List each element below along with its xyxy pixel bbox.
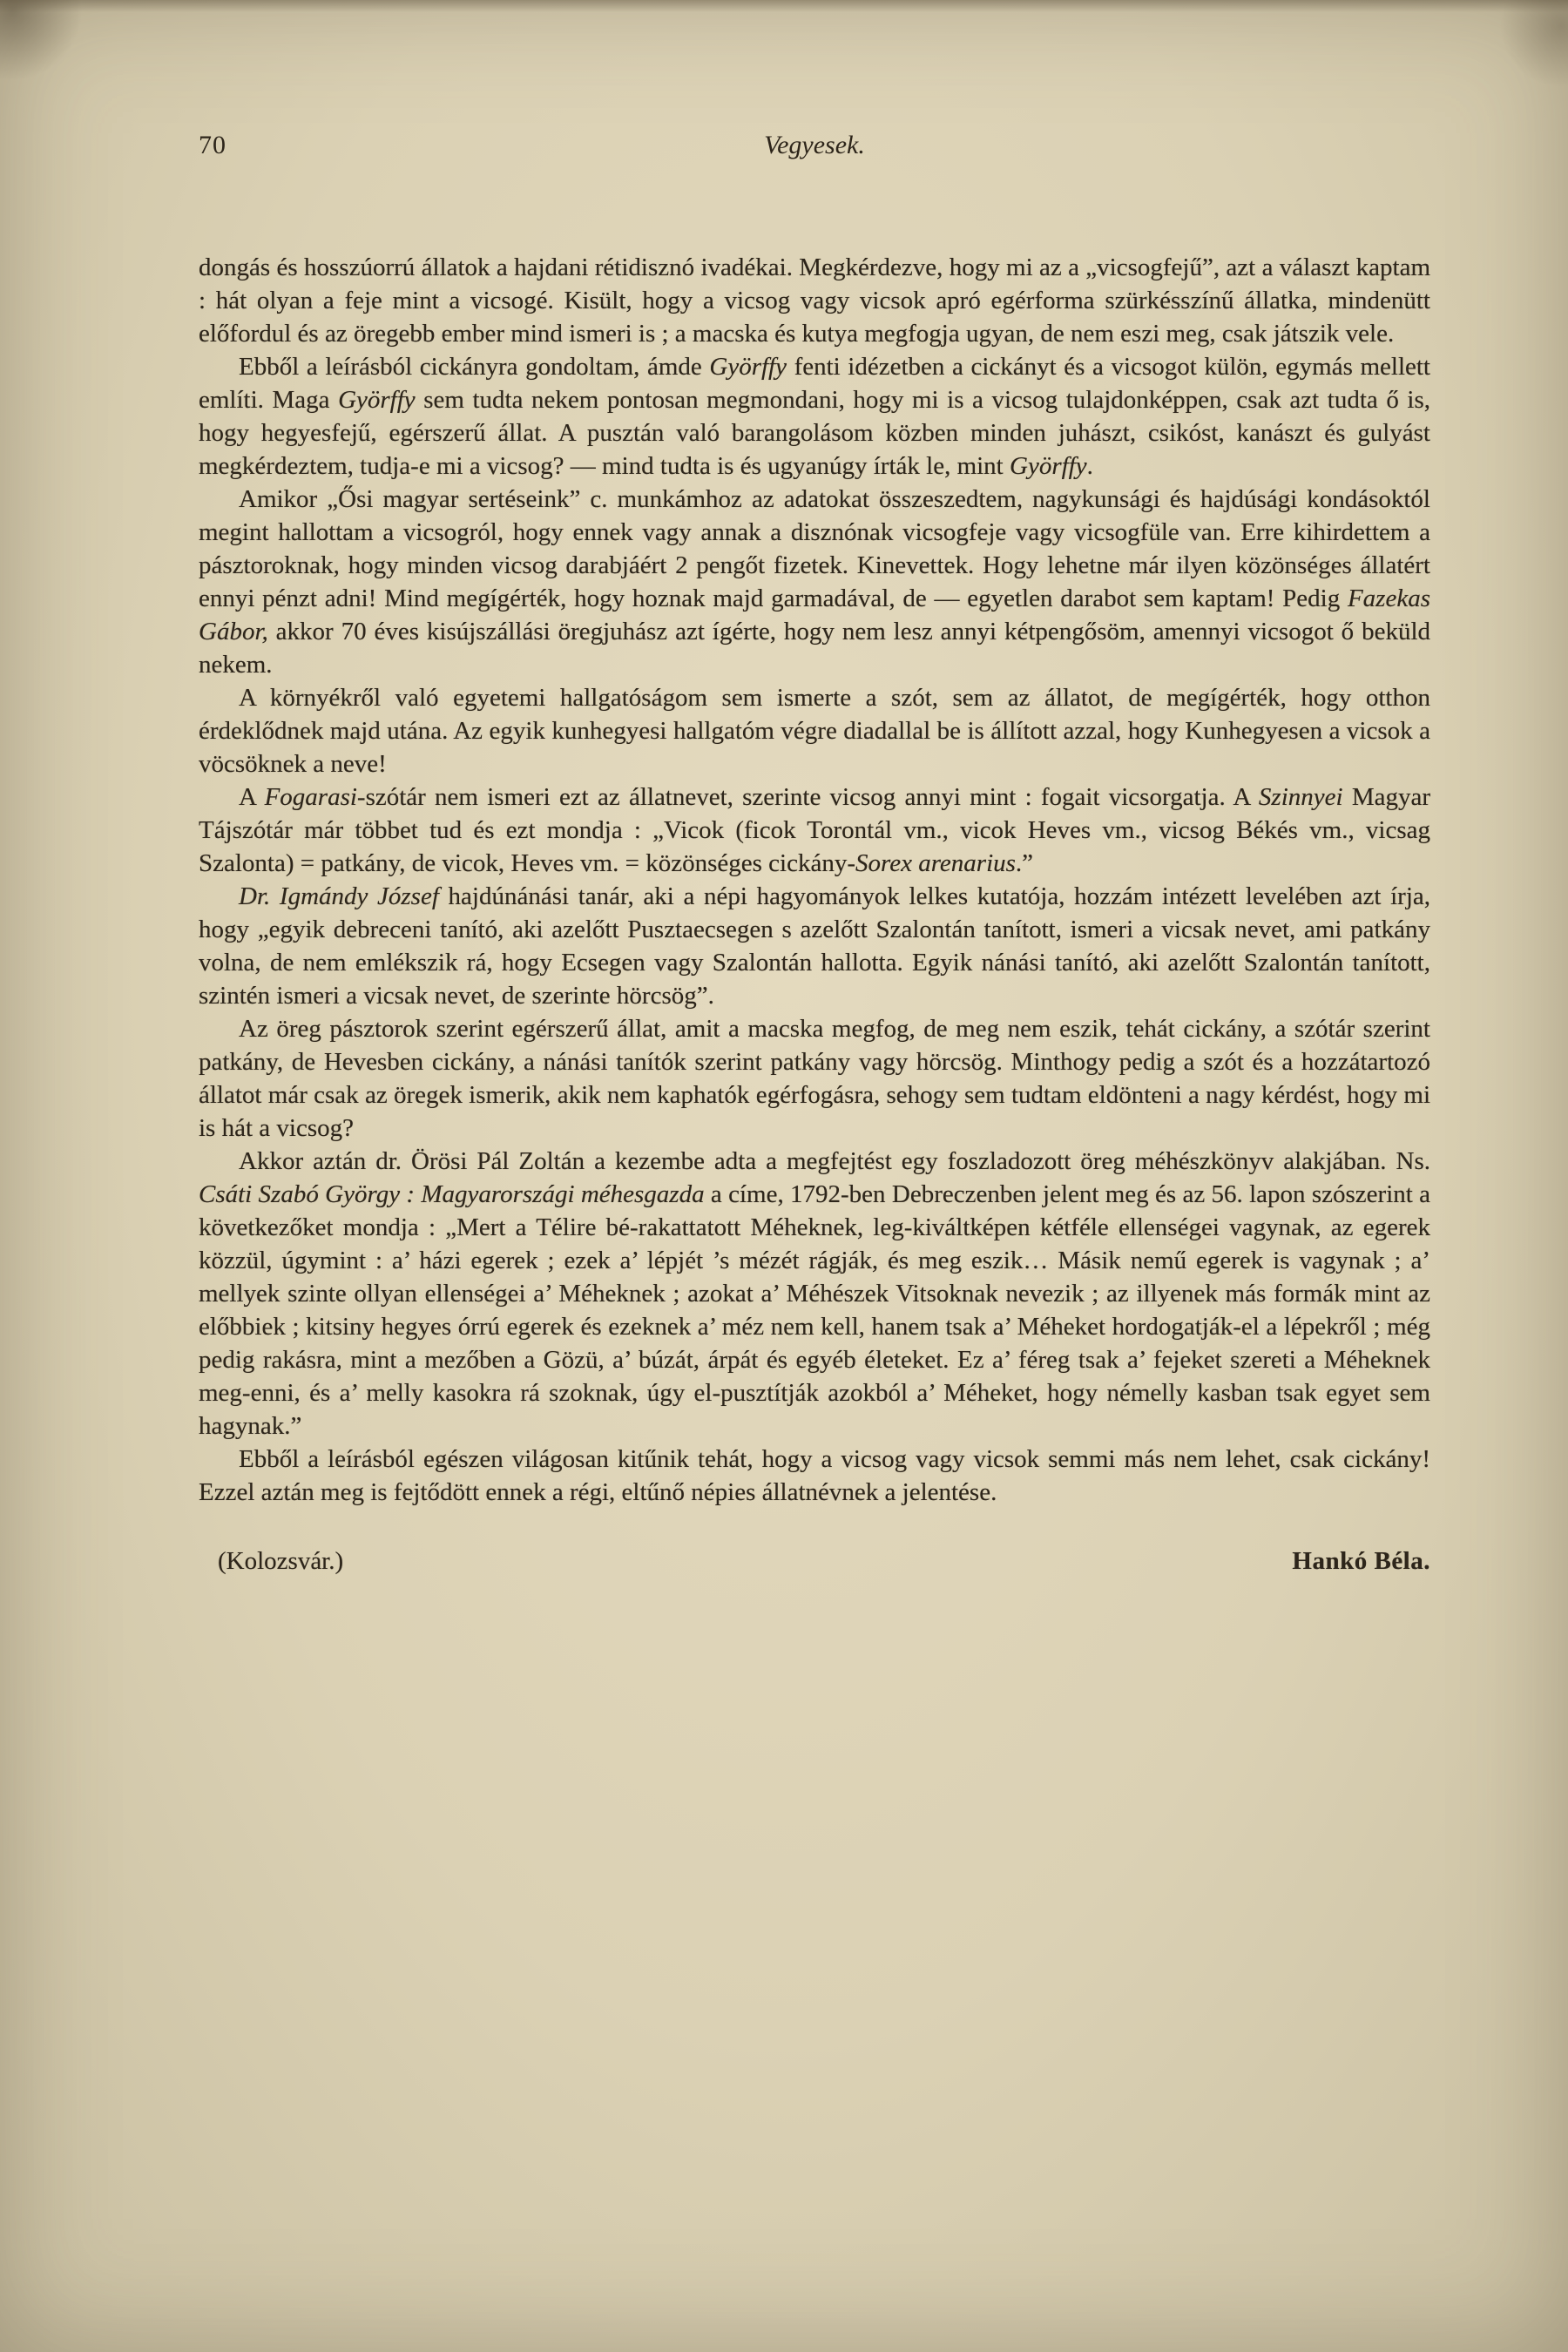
paragraph <box>199 880 1430 1012</box>
paragraph <box>199 1145 1430 1443</box>
text-run: Amikor „Ősi magyar sertéseink” c. munkámhoz az adatokat összeszedtem, nagykunsági és hajdúsági kondásoktól megint hallottam a vicsogról, hogy ennek vagy annak a disznónak vicsogfeje vagy vicsogfüle van. Erre kihirdettem a pásztoroknak, hogy minden vicsog darabjáért 2 pengőt fizetek. Kinevettek. Hogy lehetne már ilyen közönséges állatért ennyi pénzt adni! Mind megígérték, hogy hoznak majd garmadával, de — egyetlen darabot sem kaptam! Pedig <box>199 485 1430 612</box>
text-run: Akkor aztán dr. Örösi Pál Zoltán a kezembe adta a megfejtést egy foszladozott öreg méhészkönyv alakjában. Ns. <box>239 1147 1430 1175</box>
text-run: Györffy <box>338 386 416 414</box>
text-run: Györffy <box>709 353 787 381</box>
paragraph <box>199 681 1430 781</box>
text-run: Sorex arenarius <box>855 849 1016 877</box>
text-run: Fogarasi <box>264 783 357 811</box>
signature-place: (Kolozsvár.) <box>218 1547 344 1575</box>
page-number: 70 <box>199 131 226 159</box>
text-run: Szinnyei <box>1258 783 1343 811</box>
page-content <box>199 131 1430 1576</box>
text-run: Ebből a leírásból cickányra gondoltam, ámde <box>239 353 710 381</box>
text-run: Györffy <box>1010 452 1087 480</box>
paragraph <box>199 251 1430 350</box>
text-run: Az öreg pásztorok szerint egérszerű állat, amit a macska megfog, de meg nem eszik, tehát cickány, a szótár szerint patkány, de Hevesben cickány, a nánási tanítók szerint patkány vagy hörcsög. Minthogy pedig a szót és a hozzátartozó állatot már csak az öregek ismerik, akik nem kaphatók egérfogásra, sehogy sem tudtam eldönteni a nagy kérdést, hogy mi is hát a vicsog? <box>199 1015 1430 1142</box>
page-header <box>199 131 1430 167</box>
text-run: hajdúnánási tanár, aki a népi hagyományok lelkes kutatója, hozzám intézett levelében azt írja, hogy „egyik debreceni tanító, aki azelőtt Pusztaecsegen s azelőtt Szalontán tanított, ismeri a vicsak nevet, ami patkány volna, de nem emlékszik rá, hogy Ecsegen vagy Szalontán hallotta. Egyik nánási tanító, aki azelőtt Szalontán tanított, szintén ismeri a vicsak nevet, de szerinte hörcsög”. <box>199 882 1430 1010</box>
paragraph <box>199 781 1430 880</box>
text-run: akkor 70 éves kisújszállási öregjuhász azt ígérte, hogy nem lesz annyi kétpengősöm, amennyi vicsogot ő beküld nekem. <box>199 618 1430 679</box>
text-run: fenti idézetben a cickányt és a vicsogot külön, egymás mellett említi. Maga <box>199 353 1430 414</box>
text-run: Fazekas Gábor, <box>199 585 1430 645</box>
running-title: Vegyesek. <box>764 131 865 159</box>
text-run: . <box>1086 452 1093 480</box>
paragraph <box>199 1443 1430 1509</box>
text-run: .” <box>1015 849 1034 877</box>
text-run: -szótár nem ismeri ezt az állatnevet, szerinte vicsog annyi mint : fogait vicsorgatja. A <box>356 783 1259 811</box>
text-block <box>199 251 1430 1509</box>
text-run: dongás és hosszúorrú állatok a hajdani rétidisznó ivadékai. Megkérdezve, hogy mi az a „vicsogfejű”, azt a választ kaptam : hát olyan a feje mint a vicsogé. Kisült, hogy a vicsog vagy vicsok apró egérforma szürkésszínű állatka, mindenütt előfordul és az öregebb ember mind ismeri is ; a macska és kutya megfogja ugyan, de nem eszi meg, csak játszik vele. <box>199 253 1430 348</box>
text-run: Dr. Igmándy József <box>239 882 439 910</box>
text-run: A környékről való egyetemi hallgatóságom sem ismerte a szót, sem az állatot, de megígérték, hogy otthon érdeklődnek majd utána. Az egyik kunhegyesi hallgatóm végre diadallal be is állított azzal, hogy Kunhegyesen a vicsok a vöcsöknek a neve! <box>199 684 1430 778</box>
signature-line <box>199 1547 1430 1576</box>
text-run: Magyar Tájszótár már többet tud és ezt mondja : „Vicok (ficok Torontál vm., vicok Heves vm., vicsog Békés vm., vicsag Szalonta) = patkány, de vicok, Heves vm. = közönséges cickány- <box>199 783 1430 877</box>
text-run: Ebből a leírásból egészen világosan kitűnik tehát, hogy a vicsog vagy vicsok semmi más nem lehet, csak cickány! Ezzel aztán meg is fejtődött ennek a régi, eltűnő népies állatnévnek a jelentése. <box>199 1445 1430 1506</box>
text-run: a címe, 1792-ben Debreczenben jelent meg és az 56. lapon szószerint a következőket mondja : „Mert a Télire bé-rakattatott Méheknek, leg-kiváltképen kétféle ellenségei vagynak, az egerek közzül, úgymint : a’ házi egerek ; ezek a’ lépjét ’s mézét rágják, és meg eszik… Másik nemű egerek is vagynak ; a’ mellyek szinte ollyan ellenségei a’ Méheknek ; azokat a’ Méhészek Vitsoknak nevezik ; az illyenek más formák mint az előbbiek ; kitsiny hegyes órrú egerek és ezeknek a’ méz nem kell, hanem tsak a’ Méheket hordogatják-el a lépekről ; még pedig rakásra, mint a mezőben a Gözü, a’ búzát, árpát és egyéb életeket. Ez a’ féreg tsak a’ fejeket szereti a Méheknek meg-enni, és a’ melly kasokra rá szoknak, úgy el-pusztítják azokból a’ Méheket, hogy némelly kasban tsak egyet sem hagynak.” <box>199 1180 1430 1440</box>
paragraph <box>199 350 1430 483</box>
text-run: sem tudta nekem pontosan megmondani, hogy mi is a vicsog tulajdonképpen, csak azt tudta ő is, hogy hegyesfejű, egérszerű állat. A pusztán való barangolásom közben minden juhászt, csikóst, kanászt és gulyást megkérdeztem, tudja-e mi a vicsog? — mind tudta is és ugyanúgy írták le, mint <box>199 386 1430 480</box>
text-run: Csáti Szabó György : Magyarországi méhesgazda <box>199 1180 705 1208</box>
paragraph <box>199 1012 1430 1145</box>
text-run: A <box>239 783 265 811</box>
paragraph <box>199 483 1430 681</box>
signature-author: Hankó Béla. <box>1292 1547 1430 1575</box>
